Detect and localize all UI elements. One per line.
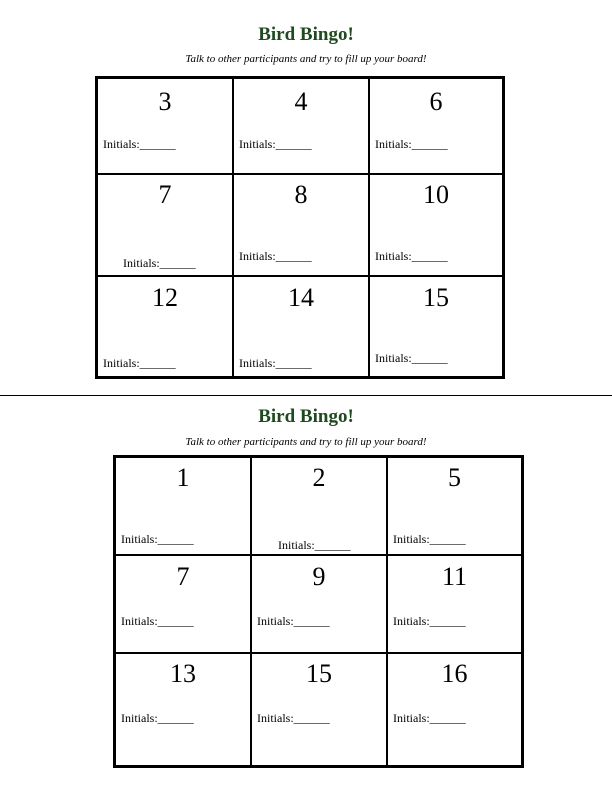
bingo-cell[interactable] [98, 79, 232, 173]
bingo-cell[interactable] [116, 556, 250, 652]
cell-number: 4 [294, 87, 308, 116]
cell-number: 3 [158, 87, 172, 116]
initials-field[interactable]: Initials:______ [393, 532, 466, 546]
cell-number: 8 [294, 180, 308, 209]
bingo-cell[interactable] [234, 79, 368, 173]
sheet-2-title: Bird Bingo! [258, 406, 354, 427]
cell-number: 2 [312, 463, 326, 492]
bingo-cell[interactable] [370, 277, 502, 376]
sheet-1-title: Bird Bingo! [258, 24, 354, 45]
bingo-cell[interactable] [234, 277, 368, 376]
initials-field[interactable]: Initials:______ [393, 711, 466, 725]
sheet-1-subtitle: Talk to other participants and try to fill up your board! [185, 53, 427, 65]
bingo-board-1 [95, 76, 505, 379]
initials-field[interactable]: Initials:______ [257, 711, 330, 725]
initials-field[interactable]: Initials:______ [121, 711, 194, 725]
initials-field[interactable]: Initials:______ [393, 614, 466, 628]
initials-field[interactable]: Initials:______ [103, 137, 176, 151]
initials-field[interactable]: Initials:______ [375, 351, 448, 365]
bingo-cell[interactable] [388, 458, 521, 554]
bingo-cell[interactable] [116, 458, 250, 554]
bingo-cell[interactable] [252, 458, 386, 554]
initials-field[interactable]: Initials:______ [121, 614, 194, 628]
cell-number: 1 [176, 463, 190, 492]
cell-number: 15 [306, 659, 332, 688]
cell-number: 6 [429, 87, 443, 116]
cell-number: 10 [423, 180, 449, 209]
bingo-cell[interactable] [98, 175, 232, 275]
bingo-cell[interactable] [370, 79, 502, 173]
initials-field[interactable]: Initials:______ [103, 356, 176, 370]
cell-number: 11 [441, 562, 468, 591]
cell-number: 13 [170, 659, 196, 688]
cell-number: 15 [423, 283, 449, 312]
initials-field[interactable]: Initials:______ [375, 137, 448, 151]
initials-field[interactable]: Initials:______ [239, 356, 312, 370]
cell-number: 9 [312, 562, 326, 591]
bingo-cell[interactable] [234, 175, 368, 275]
initials-field[interactable]: Initials:______ [257, 614, 330, 628]
bingo-cell[interactable] [252, 556, 386, 652]
bingo-board-2 [113, 455, 524, 768]
cell-number: 12 [152, 283, 178, 312]
bingo-cell[interactable] [252, 654, 386, 765]
initials-field[interactable]: Initials:______ [121, 532, 194, 546]
cell-number: 14 [288, 283, 314, 312]
sheet-2-subtitle: Talk to other participants and try to fill up your board! [185, 436, 427, 448]
initials-field[interactable]: Initials:______ [375, 249, 448, 263]
bingo-cell[interactable] [116, 654, 250, 765]
initials-field[interactable]: Initials:______ [239, 137, 312, 151]
bingo-cell[interactable] [388, 654, 521, 765]
cell-number: 7 [158, 180, 172, 209]
initials-field[interactable]: Initials:______ [239, 249, 312, 263]
initials-field[interactable]: Initials:______ [278, 538, 351, 552]
cell-number: 16 [441, 659, 468, 688]
cell-number: 7 [176, 562, 190, 591]
initials-field[interactable]: Initials:______ [123, 256, 196, 270]
page-divider [0, 395, 612, 396]
bingo-cell[interactable] [98, 277, 232, 376]
cell-number: 5 [448, 463, 461, 492]
bingo-cell[interactable] [370, 175, 502, 275]
bingo-cell[interactable] [388, 556, 521, 652]
